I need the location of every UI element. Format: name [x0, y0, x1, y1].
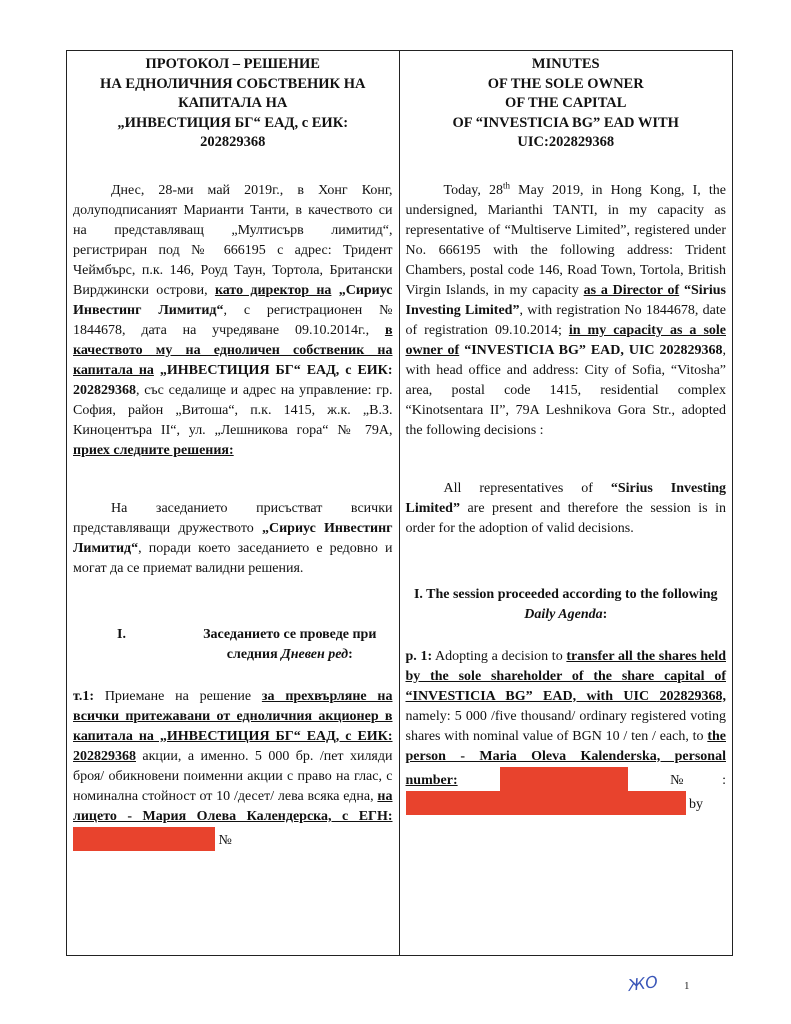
text: :	[602, 606, 608, 622]
text: , с регистрационен № 1844678, дата на учредяване 09.10.2014г.,	[73, 302, 393, 338]
left-title-line: НА ЕДНОЛИЧНИЯ СОБСТВЕНИК НА	[100, 75, 366, 92]
text-bold: “Sirius Investing Limited”	[405, 480, 726, 516]
left-title-line: 202829368	[200, 134, 266, 150]
right-title-line: UIC:202829368	[517, 134, 615, 150]
text: Adopting a decision to	[432, 648, 567, 664]
left-title-line: КАПИТАЛА НА	[178, 95, 288, 111]
text: I. The session proceeded according to the following	[413, 586, 718, 602]
left-section-heading	[73, 625, 393, 665]
document-table	[66, 50, 733, 956]
right-column-english	[400, 51, 733, 955]
text-underlined: като директор на	[214, 282, 332, 298]
redaction-bar	[73, 827, 215, 851]
left-title-line: ПРОТОКОЛ – РЕШЕНИЕ	[145, 56, 320, 72]
text: May 2019, in Hong Kong, I, the undersigned, Marianthi TANTI, in my capacity as representative of “Multiserve Limited”, registered under No. 666195 with the following address: Trident Chambers, postal code 146, Road Town, Tortola, British Virgin Islands, in my capacity	[405, 182, 726, 298]
text	[331, 283, 338, 298]
text: Today, 28	[443, 182, 504, 198]
text-underlined: transfer all the shares held by the sole shareholder of the share capital of “INVESTICIA BG” EAD, with UIC 202829368,	[405, 648, 726, 704]
text-underlined: в качеството му на едноличен собственик на капитала на	[73, 322, 393, 378]
right-title-line: MINUTES	[531, 56, 600, 72]
text-underlined: as a Director of	[583, 282, 680, 298]
text-italic: Daily Agenda	[524, 606, 603, 622]
text-underlined: the person - Maria Oleva Kalenderska, personal number:	[405, 728, 726, 788]
text: Приемане на решение	[94, 688, 262, 704]
right-title-line: OF “INVESTICIA BG” EAD WITH	[452, 114, 679, 131]
right-title-line: OF THE CAPITAL	[505, 95, 627, 111]
left-point-1	[73, 687, 393, 851]
point-label: p. 1:	[405, 648, 433, 664]
page-number: 1	[684, 980, 690, 992]
right-attendance-paragraph	[406, 479, 727, 539]
text: акции, а именно. 5 000 бр. /пет хиляди броя/ обикновени поименни акции с право на глас, с номинална стойност от 10 /десет/ лева всяка една,	[73, 748, 393, 804]
text: :	[348, 646, 353, 662]
left-attendance-paragraph	[73, 499, 393, 579]
text-underlined: приех следните решения:	[73, 442, 234, 458]
left-title	[73, 55, 393, 153]
text-bold: „Сириус Инвестинг Лимитид“	[73, 282, 393, 318]
section-number: I.	[117, 626, 126, 642]
right-section-heading	[406, 585, 727, 625]
point-label: т.1:	[73, 688, 94, 704]
text-bold: „Сириус Инвестинг Лимитид“	[73, 520, 393, 556]
text: by	[689, 796, 703, 812]
text: , със седалище и адрес на управление: гр. София, район „Витоша“, п.к. 1415, ж.к. „В.З. Киноцентъра II“, ул. „Лешникова гора“ № 79А,	[73, 382, 393, 438]
redaction-bar	[500, 767, 628, 791]
text: All representatives of	[443, 480, 611, 496]
left-title-line: „ИНВЕСТИЦИЯ БГ“ ЕАД, с ЕИК:	[117, 114, 349, 131]
text: Днес, 28-ми май 2019г., в Хонг Конг, долуподписаният Марианти Танти, в качеството си на представляващ „Мултисърв лимитид“, регистриран под № 666195 с адрес: Тридент Чеймбърс, п.к. 146, Роуд Таун, Тортола, Британски Вирджински острови,	[73, 182, 393, 298]
text-underlined: на лицето - Мария Олева Календерска, с ЕГН:	[73, 788, 393, 824]
text: namely: 5 000 /five thousand/ ordinary registered voting shares with nominal value of BGN 10 / ten / each, to	[405, 708, 726, 744]
text: Заседанието се проведе при следния	[203, 626, 377, 662]
left-column-bulgarian	[67, 51, 400, 955]
right-title-line: OF THE SOLE OWNER	[487, 75, 644, 92]
text-underlined: за прехвърляне на всички притежавани от едноличния акционер в капитала на „ИНВЕСТИЦИЯ БГ“ ЕАД, с ЕИК: 202829368	[73, 688, 393, 764]
text: , with head office and address: City of Sofia, “Vitosha” area, postal code 1415, residential complex “Kinotsentara II”, 79A Leshnikova Gora Str., adopted the following decisions :	[405, 342, 727, 438]
text: На заседанието присъстват всички представляващи дружеството	[73, 500, 393, 536]
text: №:	[670, 772, 727, 788]
redaction-bar	[406, 791, 686, 815]
text-bold: “INVESTICIA BG” EAD, UIC 202829368	[459, 342, 723, 358]
right-title	[406, 55, 727, 153]
text-bold: „ИНВЕСТИЦИЯ БГ“ ЕАД, с ЕИК: 202829368	[73, 362, 393, 398]
text: , поради което заседанието е редовно и могат да се приемат валидни решения.	[73, 540, 393, 576]
text: №	[218, 832, 232, 848]
right-intro-paragraph	[406, 181, 727, 441]
handwritten-initials: ЖО	[626, 972, 660, 995]
text-bold: “Sirius Investing Limited”	[405, 282, 726, 318]
left-intro-paragraph	[73, 181, 393, 461]
superscript: th	[503, 179, 511, 190]
right-point-1	[406, 647, 727, 815]
text: , with registration No 1844678, date of registration 09.10.2014;	[405, 302, 726, 338]
text: are present and therefore the session is in order for the adoption of valid decisions.	[405, 500, 726, 536]
text-underlined: in my capacity as a sole owner of	[405, 322, 726, 358]
text-italic: Дневен ред	[281, 646, 349, 662]
